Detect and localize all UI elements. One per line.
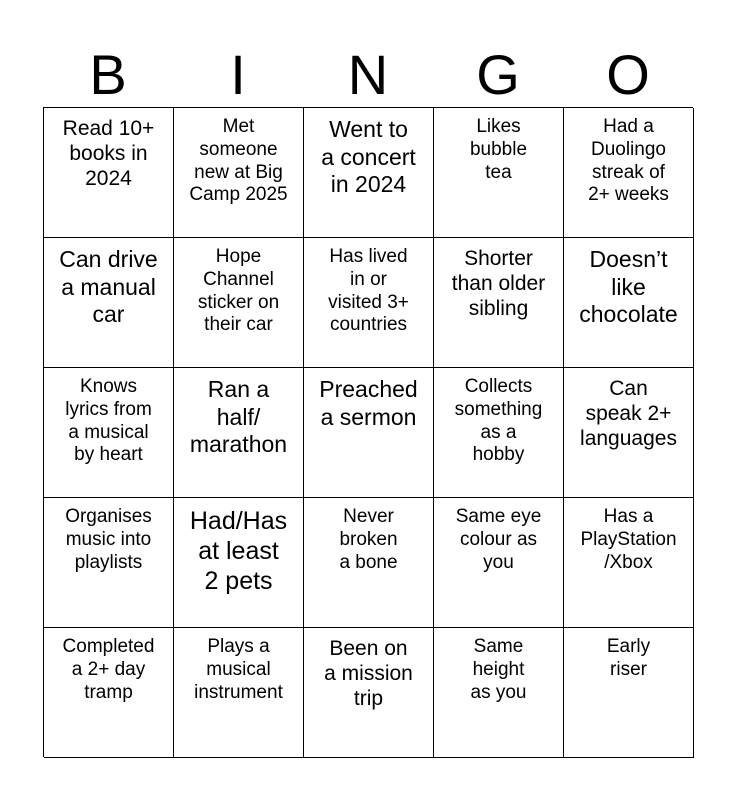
- bingo-cell[interactable]: Knows lyrics from a musical by heart: [44, 368, 174, 498]
- bingo-cell[interactable]: Has a PlayStation /Xbox: [564, 498, 694, 628]
- header-letter-n: N: [347, 43, 389, 106]
- bingo-cell[interactable]: Had a Duolingo streak of 2+ weeks: [564, 108, 694, 238]
- bingo-cell[interactable]: Can drive a manual car: [44, 238, 174, 368]
- bingo-cell[interactable]: Has lived in or visited 3+ countries: [304, 238, 434, 368]
- bingo-cell[interactable]: Read 10+ books in 2024: [44, 108, 174, 238]
- bingo-board: [43, 107, 693, 757]
- bingo-cell[interactable]: Never broken a bone: [304, 498, 434, 628]
- header-letter-g: G: [476, 43, 520, 106]
- bingo-cell[interactable]: Hope Channel sticker on their car: [174, 238, 304, 368]
- bingo-cell[interactable]: Preached a sermon: [304, 368, 434, 498]
- bingo-cell[interactable]: Completed a 2+ day tramp: [44, 628, 174, 758]
- bingo-cell[interactable]: Same height as you: [434, 628, 564, 758]
- header-letter-o: O: [606, 43, 650, 106]
- bingo-cell[interactable]: Had/Has at least 2 pets: [174, 498, 304, 628]
- bingo-cell[interactable]: Plays a musical instrument: [174, 628, 304, 758]
- bingo-cell[interactable]: Been on a mission trip: [304, 628, 434, 758]
- bingo-header: [43, 42, 693, 108]
- bingo-cell[interactable]: Can speak 2+ languages: [564, 368, 694, 498]
- bingo-cell[interactable]: Ran a half/ marathon: [174, 368, 304, 498]
- bingo-cell[interactable]: Collects something as a hobby: [434, 368, 564, 498]
- bingo-cell[interactable]: Organises music into playlists: [44, 498, 174, 628]
- bingo-cell[interactable]: Doesn’t like chocolate: [564, 238, 694, 368]
- bingo-cell[interactable]: Met someone new at Big Camp 2025: [174, 108, 304, 238]
- bingo-cell[interactable]: Shorter than older sibling: [434, 238, 564, 368]
- bingo-cell[interactable]: Likes bubble tea: [434, 108, 564, 238]
- header-letter-i: I: [230, 43, 246, 106]
- bingo-cell[interactable]: Same eye colour as you: [434, 498, 564, 628]
- header-letter-b: B: [89, 43, 127, 106]
- bingo-cell[interactable]: Early riser: [564, 628, 694, 758]
- bingo-cell[interactable]: Went to a concert in 2024: [304, 108, 434, 238]
